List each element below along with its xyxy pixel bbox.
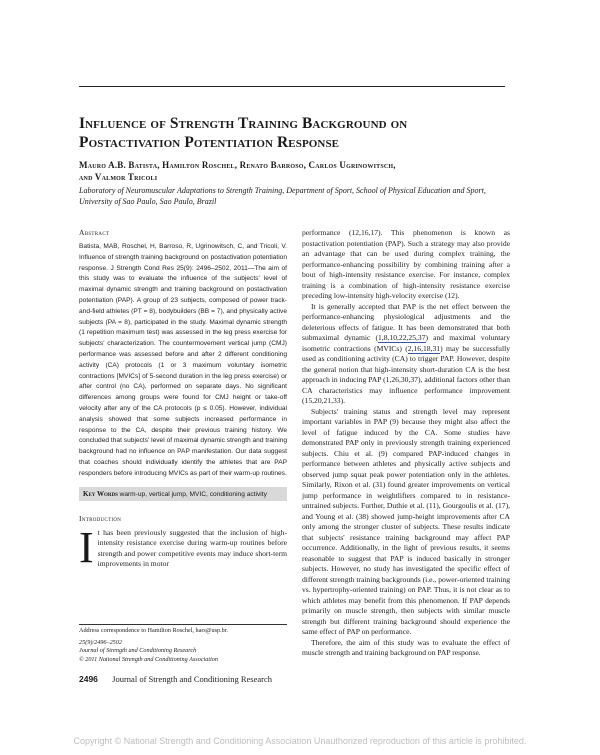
paragraph-3: Subjects' training status and strength level may represent important variables in PAP (9) because they might also affect the level of fatigue induced by the CA. Some studies have demonstrated PAP only in previously strength training experienced subjects. Chiu et al. (9) compared PAP-induced changes in performance between athletes and physically active subjects and observed jump squat peak power potentiation only in the athletes. Similarly, Rixon et al. (31) found greater improvements on vertical jump performance in weightlifters compared to in resistance-untrained subjects. Further, Duthie et al. (11), Gourgoulis et al. (17), and Young et al. (38) showed jump-height improvements after CA only among the stronger cluster of subjects. These results indicate that subjects' resistance training background may affect PAP occurrence. Additionally, in the light of previous results, it seems reasonable to suggest that PAP is induced basically in stronger subjects. However, no study has investigated the specific effect of different strength training backgrounds (i.e., power-oriented training vs. hypertrophy-oriented training) on PAP. Thus, it is not clear as to which athletes may benefit from this phenomenon. If PAP depends primarily on muscle strength, then subjects with similar muscle strength but different training background should experience the same effect of PAP on performance.	[302, 406, 510, 636]
abstract-body: Batista, MAB, Roschel, H, Barroso, R, Ugrinowitsch, C, and Tricoli, V. Influence of strength training background on postactivation potentiation response. J Strength Cond Res 25(9): 2496–2502, 2011—The aim of this study was to evaluate the influence of the subjects' level of maximal dynamic strength and training background on postactivation potentiation (PAP). A group of 23 subjects, composed of power track-and-field athletes (PT = 8), bodybuilders (BB = 7), and physically active subjects (PA = 8), participated in the study. Maximal dynamic strength (1 repetition maximum test) was assessed in the leg press exercise for subjects' characterization. The countermovement vertical jump (CMJ) performance was assessed before and after 2 different conditioning activity (CA) protocols (1 or 3 maximum voluntary isometric contractions [MVICs] of 5-second duration in the leg press exercise) or after control (no CA), performed on separate days. No significant differences among groups were found for CMJ height or take-off velocity after any of the CA protocols (p ≤ 0.05). However, individual analysis showed that some subjects increased performance in response to the CA, despite their previous training history. We concluded that subjects' level of maximal dynamic strength and training background had no influence on PAP manifestation. Our data suggest that coaches should individually identify the athletes that are PAP responders before introducing MVICs as part of their warm-up routines.	[79, 243, 287, 477]
introduction-text: t has been previously suggested that the inclusion of high-intensity resistance exercise during warm-up routines before strength and power competitive events may induce short-term improvements in motor	[97, 527, 287, 569]
author-list	[79, 159, 509, 183]
journal-note: Journal of Strength and Conditioning Research	[79, 647, 197, 655]
page-footer	[79, 674, 509, 684]
header-rule	[79, 86, 505, 87]
paragraph-2-text-c: ) may be successfully used as conditioning activity (CA) to trigger PAP. However, despite the general notion that high-intensity short-duration CA is the best approach in inducing PAP (1,26,30,37), additional factors other than CA characteristics may influence performance improvement (15,20,21,33).	[302, 343, 510, 405]
paragraph-2	[302, 302, 510, 407]
right-column	[302, 228, 510, 659]
paragraph-4: Therefore, the aim of this study was to evaluate the effect of muscle strength and training background on PAP response.	[302, 637, 510, 657]
abstract-heading: Abstract	[79, 228, 110, 237]
copyright-watermark: Copyright © National Strength and Conditioning Association Unauthorized reproduction of this article is prohibited.	[73, 736, 527, 746]
author-affiliation: Laboratory of Neuromuscular Adaptations to Strength Training, Department of Sport, School of Physical Education and Sport, University of Sao Paulo, Sao Paulo, Brazil	[79, 186, 486, 206]
drop-cap: I	[79, 522, 94, 572]
paragraph-2-text-a: It is generally accepted that PAP is the net effect between the performance-enhancing physiological adjustments and the deleterious effects of fatigue. It has been demonstrated that both submaximal dynamic (	[302, 301, 510, 342]
footer-journal-name: Journal of Strength and Conditioning Research	[112, 674, 272, 684]
volume-note: 25(9)/2496–2502	[79, 638, 122, 646]
footnote-rule	[79, 624, 287, 625]
correspondence-note: Address correspondence to Hamilton Roschel, hars@usp.br.	[79, 627, 229, 634]
paragraph-1: performance (12,16,17). This phenomenon is known as postactivation potentiation (PAP). Such a strategy may also provide an advantage that can be used during complex training, the performance-enhancing possibility by combining training after a bout of high-intensity resistance exercise. For instance, complex training is a combination of high-intensity resistance exercise preceding low-intensity high-velocity exercise (12).	[302, 228, 510, 300]
authors-line-1: Mauro A.B. Batista, Hamilton Roschel, Renato Barroso, Carlos Ugrinowitsch,	[79, 160, 396, 170]
keywords-text: warm-up, vertical jump, MVIC, conditioning activity	[119, 490, 267, 498]
introduction-heading: Introduction	[79, 513, 122, 523]
keywords-label: Key Words	[83, 489, 118, 498]
left-column	[79, 228, 287, 570]
footnotes	[79, 627, 287, 664]
article-title: Influence of Strength Training Background on Postactivation Potentiation Response	[79, 115, 408, 151]
page-number: 2496	[79, 674, 98, 684]
citation-link-2[interactable]: 2,16,18,31	[407, 343, 441, 353]
introduction-body	[79, 522, 287, 572]
paragraph-2-text-b: ) and maximal voluntary isometric contractions (MVICs) (	[302, 333, 510, 353]
copyright-note: © 2011 National Strength and Conditioning Association	[79, 655, 218, 663]
citation-link-1[interactable]: 1,8,10,22,25,37	[378, 333, 426, 342]
authors-line-2: and Valmor Tricoli	[79, 172, 158, 182]
keywords-box	[79, 487, 287, 501]
